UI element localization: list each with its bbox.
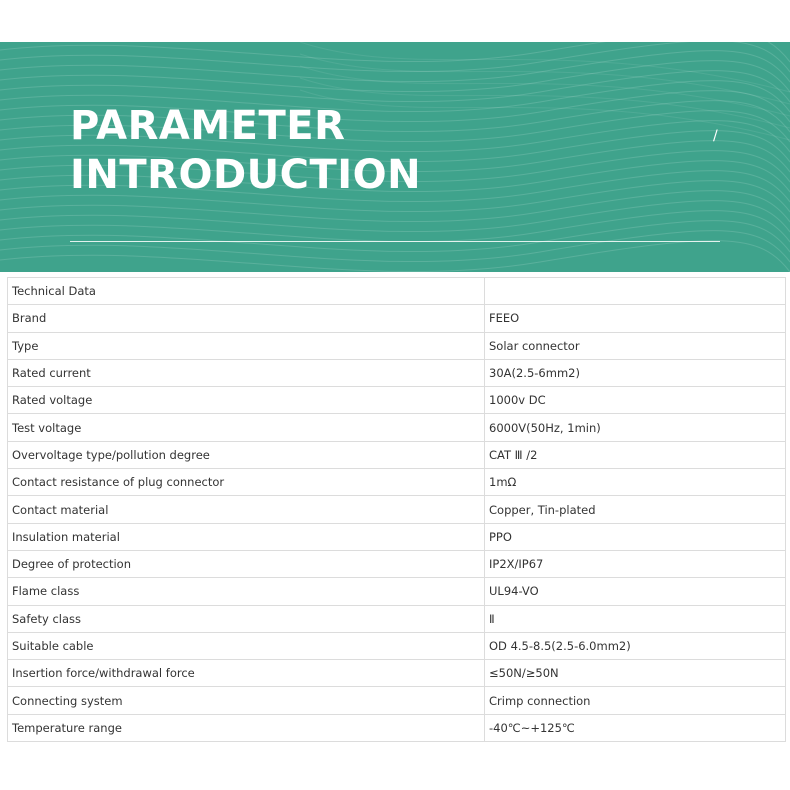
row-label: Flame class xyxy=(8,578,485,605)
table-row xyxy=(8,496,786,523)
table-row xyxy=(8,332,786,359)
table-header-row xyxy=(8,278,786,305)
row-value: IP2X/IP67 xyxy=(485,550,786,577)
title-line-2: INTRODUCTION xyxy=(70,152,422,198)
row-label: Insertion force/withdrawal force xyxy=(8,660,485,687)
technical-data-table xyxy=(7,277,786,742)
header-banner xyxy=(0,42,790,272)
row-label: Safety class xyxy=(8,605,485,632)
row-label: Connecting system xyxy=(8,687,485,714)
table-row xyxy=(8,414,786,441)
row-label: Contact material xyxy=(8,496,485,523)
row-label: Rated voltage xyxy=(8,387,485,414)
row-label: Degree of protection xyxy=(8,550,485,577)
table-row xyxy=(8,550,786,577)
table-header-label: Technical Data xyxy=(8,278,485,305)
row-label: Insulation material xyxy=(8,523,485,550)
row-value: 6000V(50Hz, 1min) xyxy=(485,414,786,441)
table-row xyxy=(8,687,786,714)
table-row xyxy=(8,387,786,414)
row-label: Test voltage xyxy=(8,414,485,441)
table-row xyxy=(8,359,786,386)
title-underline-divider xyxy=(70,241,720,242)
row-label: Rated current xyxy=(8,359,485,386)
row-value: 1mΩ xyxy=(485,469,786,496)
table-row xyxy=(8,523,786,550)
row-value: UL94-VO xyxy=(485,578,786,605)
row-label: Type xyxy=(8,332,485,359)
table-header-value xyxy=(485,278,786,305)
row-label: Overvoltage type/pollution degree xyxy=(8,441,485,468)
row-value: FEEO xyxy=(485,305,786,332)
row-value: 30A(2.5-6mm2) xyxy=(485,359,786,386)
row-value: ≤50N/≥50N xyxy=(485,660,786,687)
table-row xyxy=(8,605,786,632)
row-value: Crimp connection xyxy=(485,687,786,714)
table-row xyxy=(8,660,786,687)
table-row xyxy=(8,578,786,605)
row-label: Brand xyxy=(8,305,485,332)
row-value: Ⅱ xyxy=(485,605,786,632)
row-value: Copper, Tin-plated xyxy=(485,496,786,523)
row-value: Solar connector xyxy=(485,332,786,359)
slash-decoration: / xyxy=(713,128,718,144)
table-row xyxy=(8,632,786,659)
row-label: Contact resistance of plug connector xyxy=(8,469,485,496)
page-title xyxy=(70,102,421,200)
table-row xyxy=(8,441,786,468)
row-value: -40℃~+125℃ xyxy=(485,714,786,741)
row-value: 1000v DC xyxy=(485,387,786,414)
table-row xyxy=(8,714,786,741)
table-row xyxy=(8,469,786,496)
table-row xyxy=(8,305,786,332)
row-value: OD 4.5-8.5(2.5-6.0mm2) xyxy=(485,632,786,659)
row-label: Temperature range xyxy=(8,714,485,741)
row-value: CAT Ⅲ /2 xyxy=(485,441,786,468)
row-value: PPO xyxy=(485,523,786,550)
row-label: Suitable cable xyxy=(8,632,485,659)
title-line-1: PARAMETER xyxy=(70,103,346,149)
